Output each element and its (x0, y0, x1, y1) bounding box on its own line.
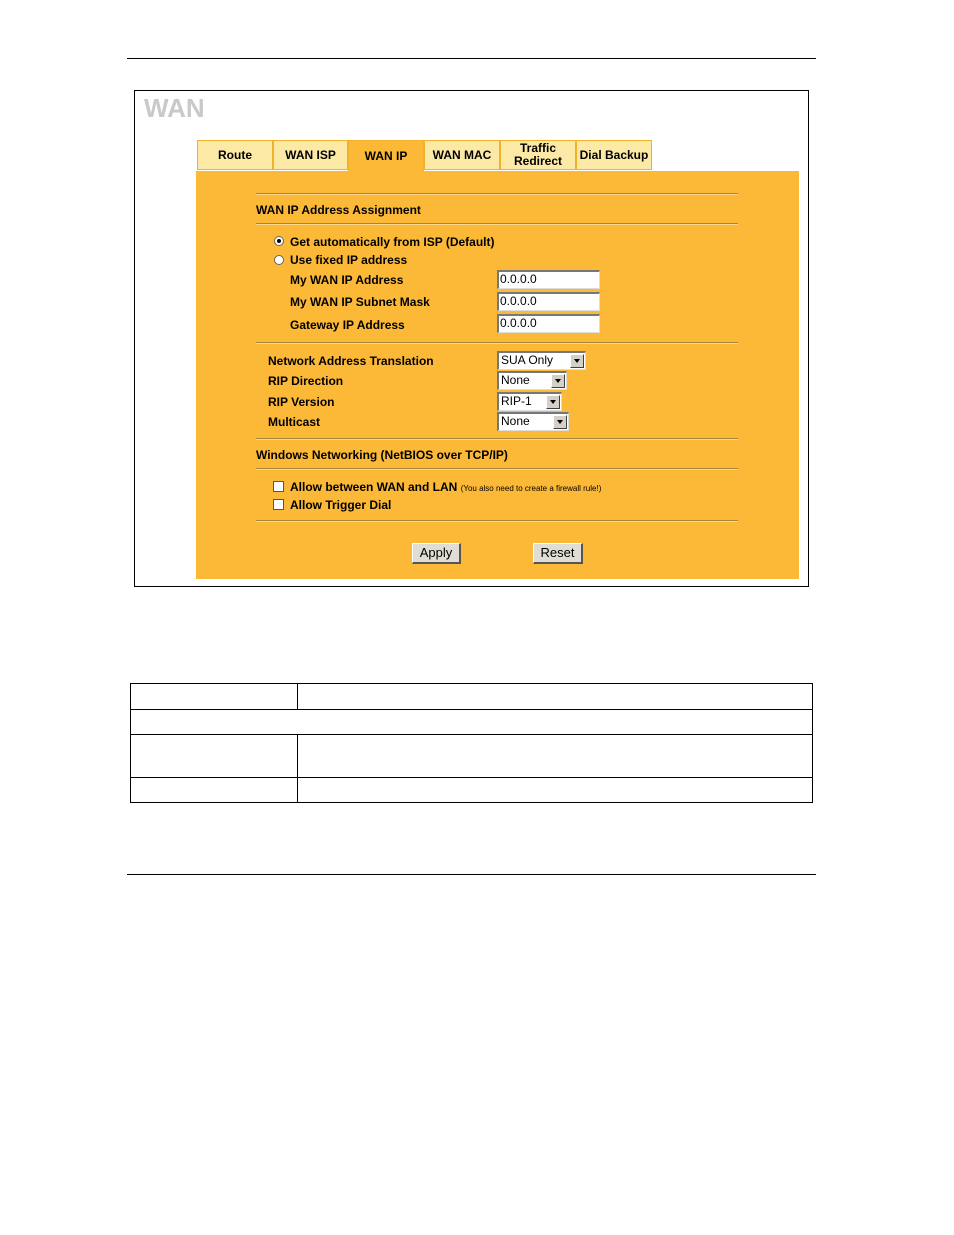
divider (256, 342, 738, 344)
table-row (131, 778, 813, 803)
table-row (131, 735, 813, 778)
table-cell (131, 710, 813, 735)
radio-get-automatically-label: Get automatically from ISP (Default) (290, 235, 495, 249)
reset-button[interactable]: Reset (533, 543, 583, 564)
gateway-ip-input[interactable]: 0.0.0.0 (497, 314, 600, 333)
allow-wan-lan-label (290, 480, 601, 494)
table-cell (298, 684, 813, 710)
rip-direction-value: None (501, 373, 530, 387)
tab-wan-mac[interactable]: WAN MAC (424, 140, 500, 170)
tab-traffic-redirect[interactable] (500, 140, 576, 170)
allow-trigger-dial-checkbox[interactable] (273, 499, 284, 510)
rip-version-select[interactable] (497, 392, 562, 411)
allow-wan-lan-checkbox[interactable] (273, 481, 284, 492)
table-cell (131, 735, 298, 778)
wan-ip-address-input[interactable]: 0.0.0.0 (497, 270, 600, 289)
tab-route[interactable]: Route (197, 140, 273, 170)
rip-direction-label: RIP Direction (268, 374, 344, 388)
radio-use-fixed-ip-label: Use fixed IP address (290, 253, 408, 267)
wan-subnet-mask-input[interactable]: 0.0.0.0 (497, 292, 600, 311)
header-rule (127, 58, 816, 59)
table-row (131, 684, 813, 710)
footer-rule (127, 874, 816, 875)
multicast-select[interactable] (497, 412, 569, 431)
table-cell (298, 778, 813, 803)
divider (256, 223, 738, 225)
chevron-down-icon[interactable] (546, 395, 560, 409)
firewall-rule-note: (You also need to create a firewall rule!) (460, 484, 602, 493)
nat-select[interactable] (497, 351, 586, 370)
apply-button[interactable]: Apply (412, 543, 461, 564)
tab-wan-isp[interactable]: WAN ISP (273, 140, 348, 170)
divider (256, 520, 738, 522)
rip-version-value: RIP-1 (501, 394, 532, 408)
netbios-heading: Windows Networking (NetBIOS over TCP/IP) (256, 448, 508, 462)
divider (256, 468, 738, 470)
multicast-label: Multicast (268, 415, 321, 429)
divider (256, 193, 738, 195)
rip-direction-select[interactable] (497, 371, 567, 390)
allow-trigger-dial-label: Allow Trigger Dial (290, 498, 392, 512)
nat-label: Network Address Translation (268, 354, 434, 368)
allow-wan-lan-text: Allow between WAN and LAN (290, 480, 458, 494)
multicast-value: None (501, 414, 530, 428)
divider (256, 438, 738, 440)
wan-subnet-mask-label: My WAN IP Subnet Mask (290, 295, 430, 309)
table-row (131, 710, 813, 735)
table-cell (131, 778, 298, 803)
rip-version-label: RIP Version (268, 395, 335, 409)
radio-get-automatically[interactable] (274, 236, 284, 246)
tab-dial-backup[interactable]: Dial Backup (576, 140, 652, 170)
wan-ip-address-label: My WAN IP Address (290, 273, 404, 287)
nat-select-value: SUA Only (501, 353, 554, 367)
chevron-down-icon[interactable] (553, 415, 567, 429)
table-cell (298, 735, 813, 778)
table-cell (131, 684, 298, 710)
field-description-table (130, 683, 813, 803)
gateway-ip-label: Gateway IP Address (290, 318, 405, 332)
page-title: WAN (144, 93, 205, 123)
chevron-down-icon[interactable] (570, 354, 584, 368)
tab-traffic-redirect-label: Traffic Redirect (513, 141, 563, 168)
assignment-heading: WAN IP Address Assignment (256, 203, 421, 217)
radio-use-fixed-ip[interactable] (274, 255, 284, 265)
tab-wan-ip[interactable]: WAN IP (348, 140, 424, 172)
chevron-down-icon[interactable] (551, 374, 565, 388)
radio-selected-dot (277, 239, 281, 243)
